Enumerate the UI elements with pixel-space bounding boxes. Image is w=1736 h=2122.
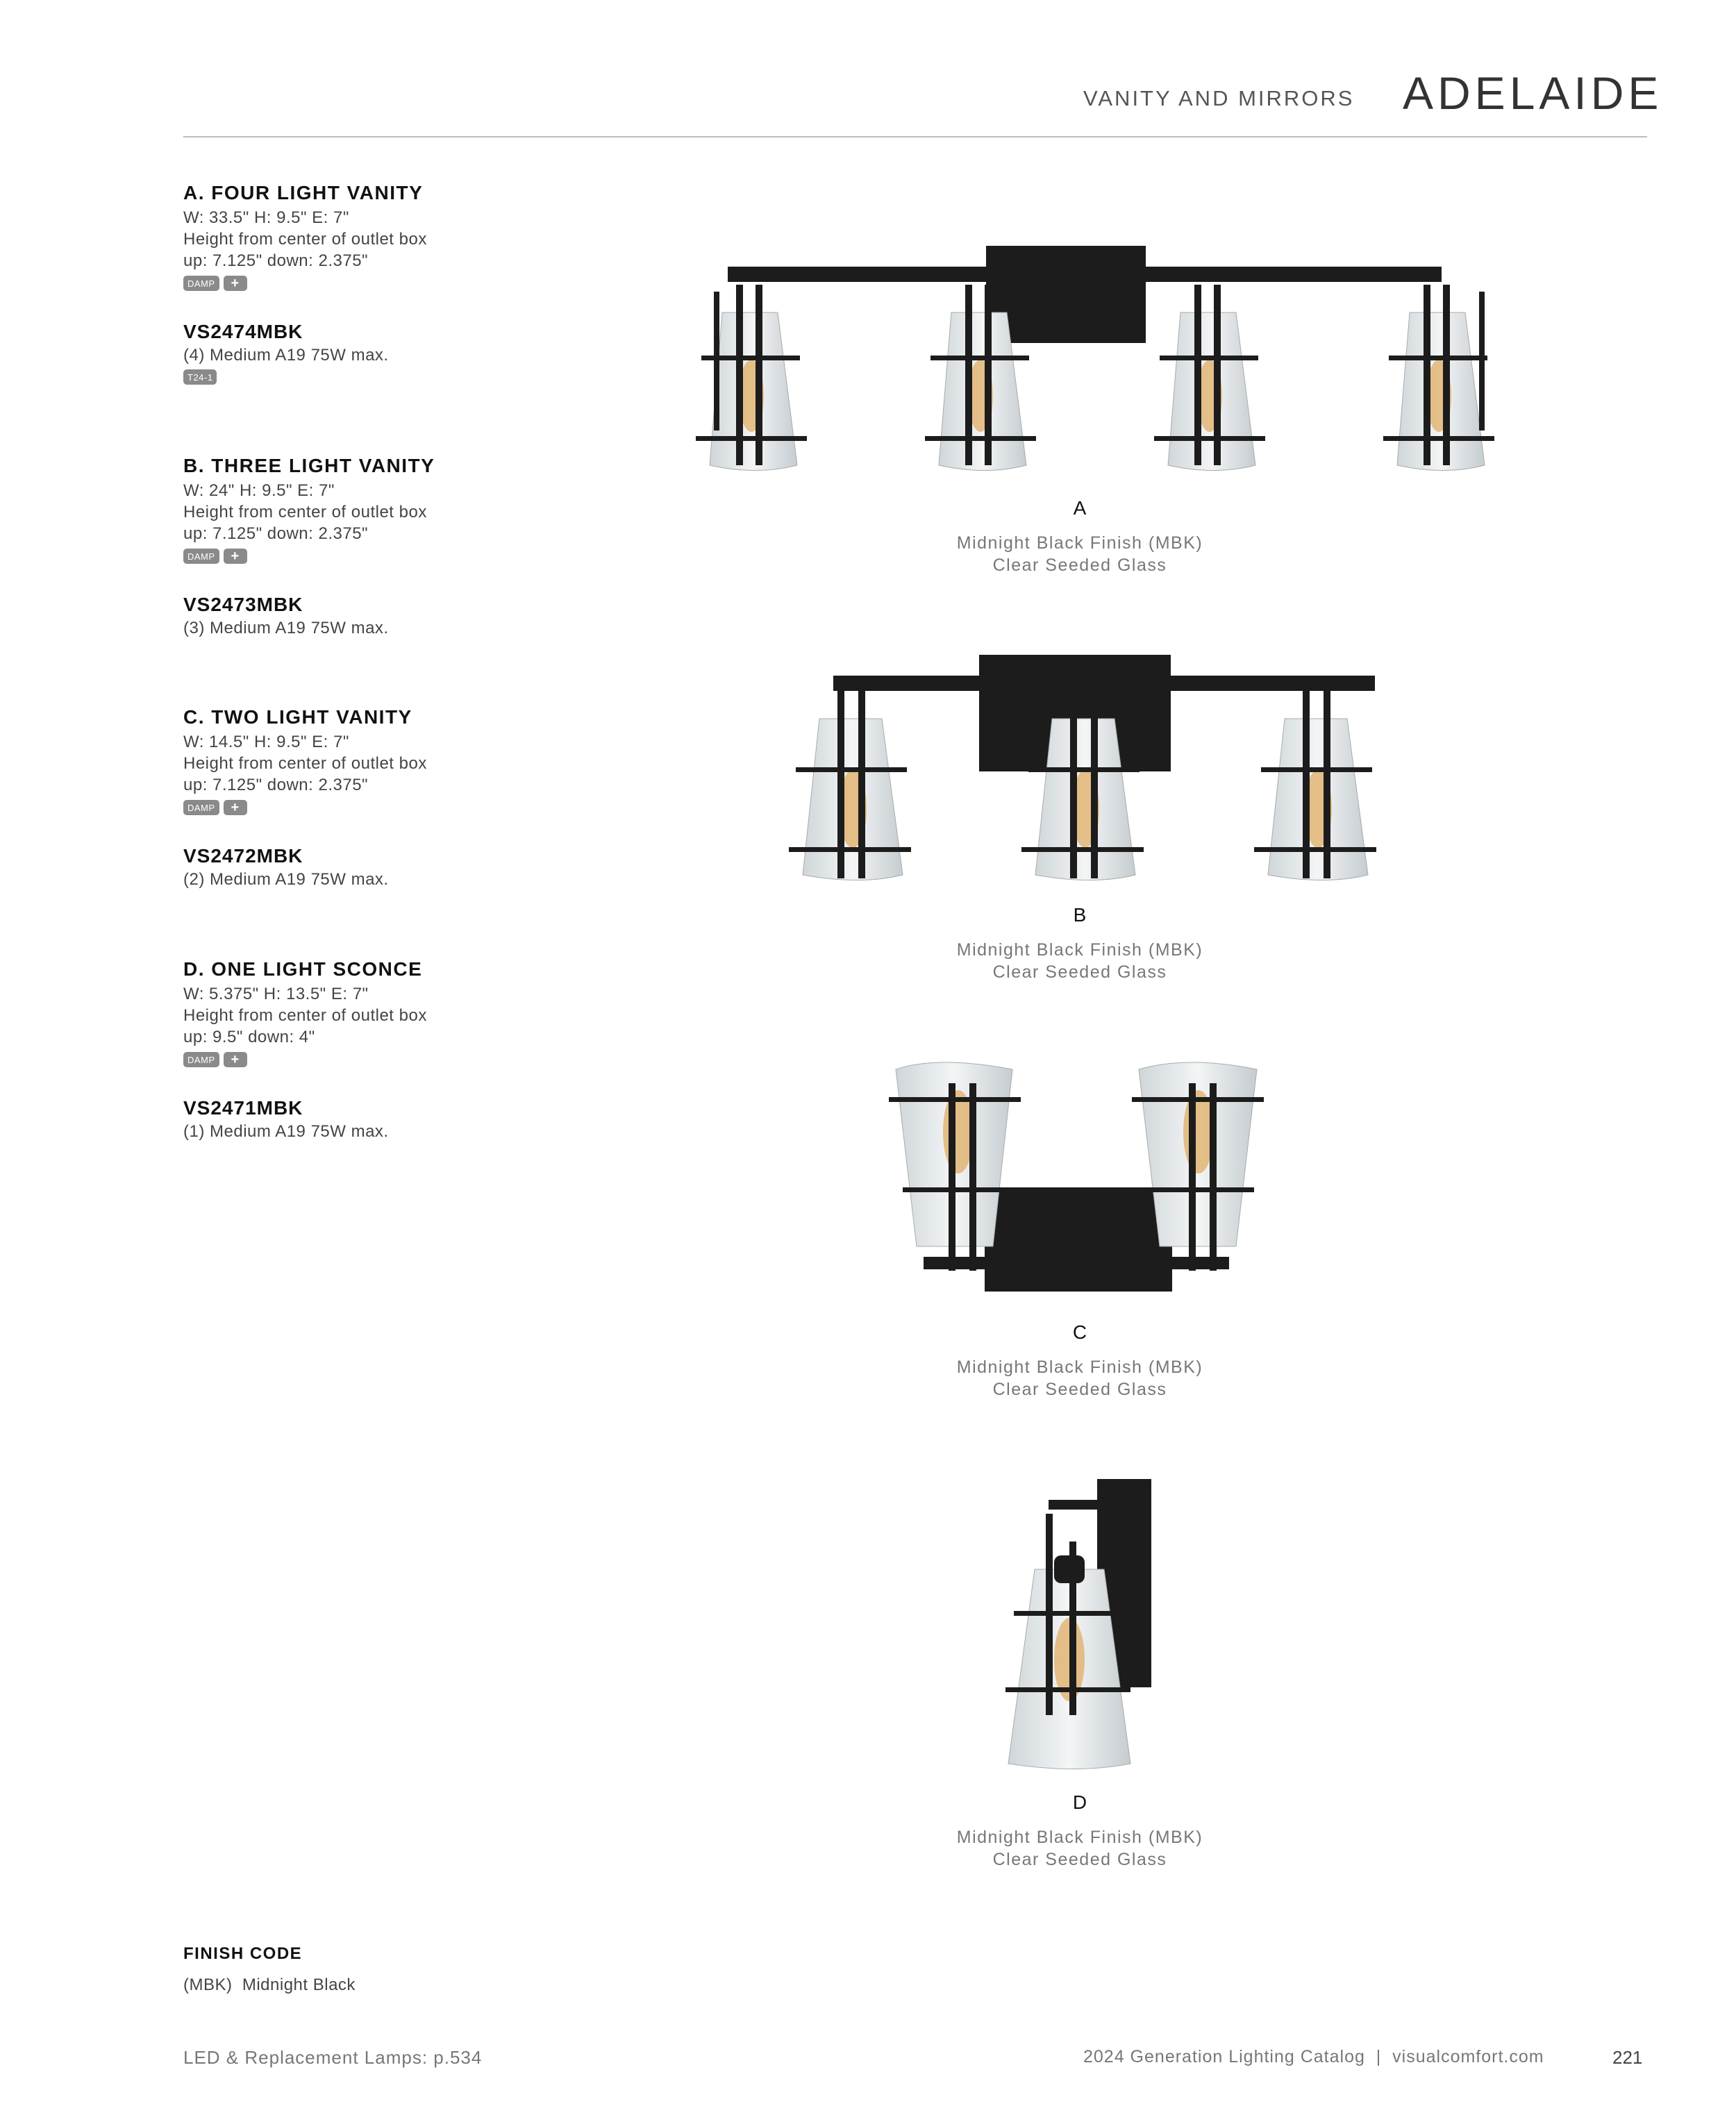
damp-badge: DAMP	[183, 549, 219, 564]
spec-badges	[183, 1051, 600, 1069]
spec-outlet-values: up: 9.5" down: 4"	[183, 1028, 315, 1046]
section-title: VANITY AND MIRRORS	[1083, 86, 1355, 110]
product-image-c	[882, 1055, 1271, 1305]
plus-badge: +	[224, 1052, 247, 1067]
spec-title: A. FOUR LIGHT VANITY	[183, 182, 424, 203]
plus-badge: +	[224, 800, 247, 815]
spec-outlet-note: Height from center of outlet box	[183, 754, 427, 773]
spec-outlet-note: Height from center of outlet box	[183, 503, 427, 521]
caption-c	[871, 1321, 1288, 1401]
spec-a	[183, 182, 600, 292]
spec-badges	[183, 799, 600, 817]
spec-b	[183, 455, 600, 565]
caption-a	[871, 497, 1288, 576]
damp-badge: DAMP	[183, 800, 219, 815]
product-letter: A	[1073, 497, 1087, 519]
plus-badge: +	[224, 276, 247, 291]
catalog-reference: 2024 Generation Lighting Catalog | visualcomfort.com	[1083, 2047, 1544, 2066]
spec-d	[183, 958, 600, 1069]
product-letter: C	[1072, 1321, 1087, 1343]
product-letter: B	[1073, 904, 1087, 926]
glass-text: Clear Seeded Glass	[992, 962, 1167, 982]
lamp-spec: (2) Medium A19 75W max.	[183, 870, 389, 889]
product-image-b	[778, 649, 1389, 885]
sku: VS2474MBK	[183, 321, 303, 342]
glass-text: Clear Seeded Glass	[992, 1380, 1167, 1399]
finish-code-entry	[183, 1975, 356, 1995]
plus-badge: +	[224, 549, 247, 564]
spec-outlet-values: up: 7.125" down: 2.375"	[183, 251, 369, 270]
glass-text: Clear Seeded Glass	[992, 555, 1167, 575]
spec-c	[183, 706, 600, 817]
spec-title: C. TWO LIGHT VANITY	[183, 706, 412, 728]
page-number: 221	[1612, 2047, 1643, 2068]
model-c	[183, 845, 600, 889]
product-image-d	[972, 1472, 1180, 1778]
spec-outlet-note: Height from center of outlet box	[183, 230, 427, 249]
spec-outlet-values: up: 7.125" down: 2.375"	[183, 776, 369, 794]
spec-badges	[183, 274, 600, 292]
spec-dimensions: W: 14.5" H: 9.5" E: 7"	[183, 733, 349, 751]
sku: VS2472MBK	[183, 845, 303, 867]
t24-badge: T24-1	[183, 369, 217, 385]
spec-outlet-note: Height from center of outlet box	[183, 1006, 427, 1025]
damp-badge: DAMP	[183, 1052, 219, 1067]
spec-badges	[183, 547, 600, 565]
finish-text: Midnight Black Finish (MBK)	[956, 533, 1203, 553]
spec-dimensions: W: 5.375" H: 13.5" E: 7"	[183, 985, 369, 1003]
lamp-spec: (3) Medium A19 75W max.	[183, 619, 389, 637]
finish-name: Midnight Black	[242, 1975, 356, 1994]
lamps-reference: LED & Replacement Lamps: p.534	[183, 2047, 483, 2068]
header-divider	[183, 136, 1647, 137]
spec-dimensions: W: 24" H: 9.5" E: 7"	[183, 481, 335, 500]
finish-code-title: FINISH CODE	[183, 1944, 303, 1963]
sku: VS2473MBK	[183, 594, 303, 615]
model-a	[183, 321, 600, 386]
model-badges	[183, 368, 600, 386]
model-d	[183, 1097, 600, 1142]
product-letter: D	[1072, 1791, 1087, 1813]
sku: VS2471MBK	[183, 1097, 303, 1119]
damp-badge: DAMP	[183, 276, 219, 291]
glass-text: Clear Seeded Glass	[992, 1850, 1167, 1869]
finish-text: Midnight Black Finish (MBK)	[956, 1357, 1203, 1377]
model-b	[183, 594, 600, 638]
product-image-a	[667, 236, 1500, 486]
lamp-spec: (4) Medium A19 75W max.	[183, 346, 389, 365]
finish-text: Midnight Black Finish (MBK)	[956, 940, 1203, 960]
caption-d	[871, 1791, 1288, 1871]
finish-code: (MBK)	[183, 1975, 233, 1994]
spec-outlet-values: up: 7.125" down: 2.375"	[183, 524, 369, 543]
spec-dimensions: W: 33.5" H: 9.5" E: 7"	[183, 208, 349, 227]
lamp-spec: (1) Medium A19 75W max.	[183, 1122, 389, 1141]
spec-title: B. THREE LIGHT VANITY	[183, 455, 435, 476]
finish-text: Midnight Black Finish (MBK)	[956, 1828, 1203, 1847]
collection-title: ADELAIDE	[1403, 67, 1663, 119]
caption-b	[871, 904, 1288, 983]
spec-title: D. ONE LIGHT SCONCE	[183, 958, 423, 980]
